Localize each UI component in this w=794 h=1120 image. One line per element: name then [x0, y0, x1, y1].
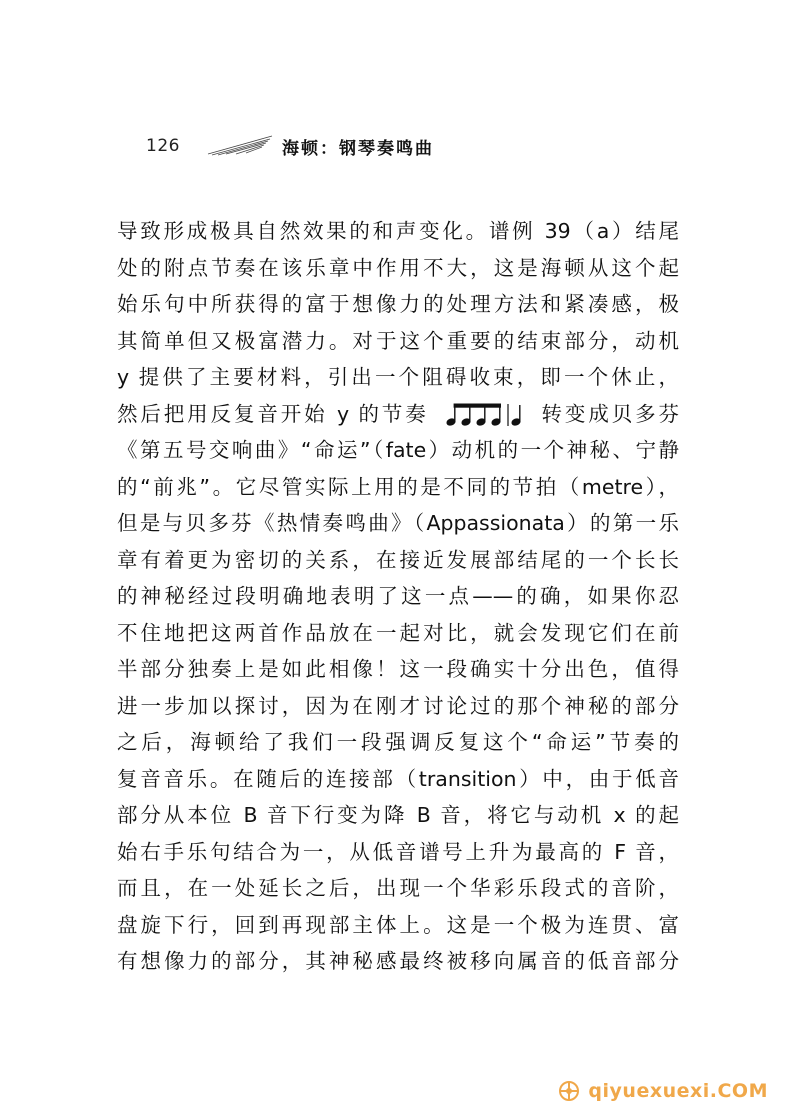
- text-line: 《第五号交响曲》“命运”（fate）动机的一个神秘、宁静: [117, 438, 679, 462]
- text-line: 之后，海顿给了我们一段强调反复这个“命运”节奏的: [117, 730, 679, 754]
- text-line: 导致形成极具自然效果的和声变化。谱例 39（a）结尾: [117, 219, 679, 243]
- text-line: 半部分独奏上是如此相像！这一段确实十分出色，值得: [117, 657, 679, 681]
- text-line: 部分从本位 B 音下行变为降 B 音，将它与动机 x 的起: [117, 803, 679, 827]
- text-line: y 提供了主要材料，引出一个阻碍收束，即一个休止，: [117, 365, 679, 389]
- text-line: 的“前兆”。它尽管实际上用的是不同的节拍（metre），: [117, 474, 679, 499]
- text-line: 始右手乐句结合为一，从低音谱号上升为最高的 F 音，: [117, 839, 679, 864]
- text-line-with-rhythm: [117, 396, 679, 433]
- text-line: 进一步加以探讨，因为在刚才讨论过的那个神秘的部分: [117, 693, 679, 718]
- text-segment: 然后把用反复音开始 y 的节奏: [117, 401, 429, 426]
- watermark-text: qiyuexuexi.COM: [588, 1080, 768, 1102]
- text-line: 盘旋下行，回到再现部主体上。这是一个极为连贯、富: [117, 912, 679, 937]
- decorative-flourish-icon: [206, 132, 276, 158]
- body-text: [117, 213, 679, 980]
- text-line: 处的附点节奏在该乐章中作用不大，这是海顿从这个起: [117, 255, 679, 280]
- text-line: 始乐句中所获得的富于想像力的处理方法和紧凑感，极: [117, 292, 679, 316]
- text-line: 章有着更为密切的关系，在接近发展部结尾的一个长长: [117, 547, 679, 572]
- music-rhythm-icon: [444, 402, 526, 428]
- page-header: [146, 132, 706, 162]
- text-line: 而且，在一处延长之后，出现一个华彩乐段式的音阶，: [117, 876, 679, 900]
- page-number: 126: [146, 136, 180, 156]
- text-line: 不住地把这两首作品放在一起对比，就会发现它们在前: [117, 620, 679, 645]
- watermark: [556, 1078, 768, 1104]
- text-line: 的神秘经过段明确地表明了这一点——的确，如果你忍: [117, 584, 679, 608]
- text-line: 但是与贝多芬《热情奏鸣曲》（Appassionata）的第一乐: [117, 511, 679, 535]
- text-line: 复音音乐。在随后的连接部（transition）中，由于低音: [117, 766, 679, 791]
- ornament-logo-icon: [556, 1078, 582, 1104]
- text-line: 有想像力的部分，其神秘感最终被移向属音的低音部分: [117, 949, 679, 973]
- running-title: 海顿：钢琴奏鸣曲: [282, 139, 434, 159]
- text-line: 其简单但又极富潜力。对于这个重要的结束部分，动机: [117, 328, 679, 353]
- text-segment: 转变成贝多芬: [541, 401, 679, 426]
